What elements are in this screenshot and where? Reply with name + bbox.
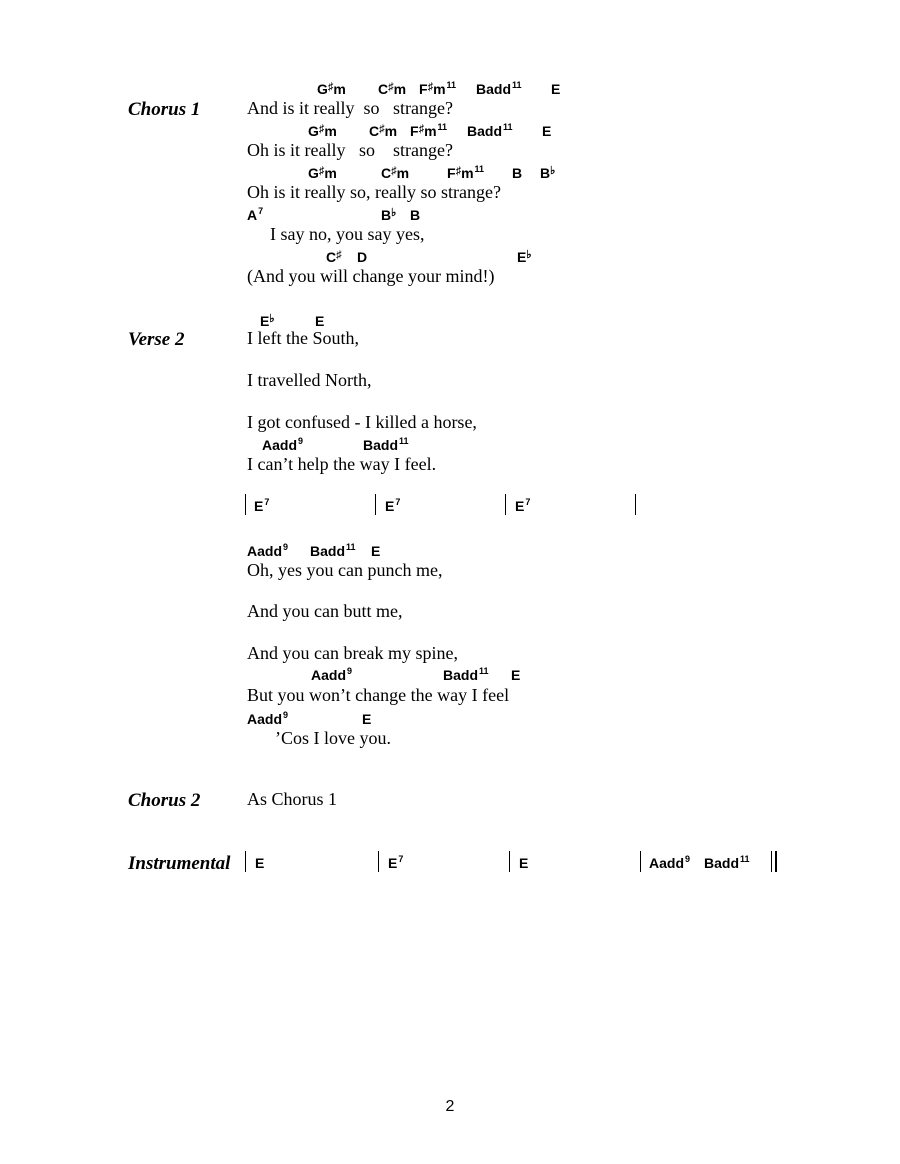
chord: $F^♯m^{11}$	[410, 122, 448, 139]
lyric-line: I can’t help the way I feel.	[247, 454, 437, 474]
chord: G♯m	[317, 81, 346, 97]
chord: E	[551, 81, 561, 97]
lyric-line: ’Cos I love you.	[275, 728, 391, 748]
lyric-line: I got confused - I killed a horse,	[247, 412, 477, 432]
chord: B	[512, 165, 523, 181]
chord: Badd$^{11}$	[443, 666, 489, 683]
bar-chord: $E^7$	[385, 497, 401, 514]
bar-chord: $E^7$	[515, 497, 531, 514]
barline	[505, 494, 506, 515]
final-barline-thin	[771, 851, 772, 872]
chord: Aadd$^9$	[311, 666, 353, 683]
chord: $F^♯m^{11}$	[419, 80, 457, 97]
chord: Badd$^{11}$	[310, 542, 356, 559]
bar-chord: E	[519, 855, 529, 871]
chord: Aadd$^9$	[247, 542, 289, 559]
lyric-line: And is it really so strange?	[247, 98, 453, 118]
section-label-verse2: Verse 2	[128, 329, 185, 350]
bar-chord: E	[255, 855, 265, 871]
chord: Aadd$^9$	[262, 436, 304, 453]
chord: E♭	[260, 313, 275, 329]
chord: D	[357, 249, 368, 265]
barline	[640, 851, 641, 872]
lyric-line: And you can butt me,	[247, 601, 403, 621]
chord: Aadd$^9$	[247, 710, 289, 727]
barline	[375, 494, 376, 515]
lyric-line: I say no, you say yes,	[270, 224, 425, 244]
chord: Badd$^{11}$	[467, 122, 513, 139]
chord: G♯m	[308, 165, 337, 181]
barline	[245, 494, 246, 515]
chord: C♯m	[369, 123, 398, 139]
chord: G♯m	[308, 123, 337, 139]
lyric-line: But you won’t change the way I feel	[247, 685, 510, 705]
chord: C♯m	[378, 81, 407, 97]
lyric-line: Oh, yes you can punch me,	[247, 560, 443, 580]
chord: B	[410, 207, 421, 223]
section-label-chorus1: Chorus 1	[128, 99, 201, 120]
chord: E	[511, 667, 521, 683]
section-label-instrumental: Instrumental	[128, 853, 231, 874]
barline	[635, 494, 636, 515]
chord: $A^7$	[247, 206, 264, 223]
chord: B♭	[540, 165, 556, 181]
chorus2-text: As Chorus 1	[247, 789, 338, 809]
lyric-line: Oh is it really so, really so strange?	[247, 182, 501, 202]
lyric-line: Oh is it really so strange?	[247, 140, 453, 160]
chord: E♭	[517, 249, 532, 265]
chord: E	[362, 711, 372, 727]
chord: B♭	[381, 207, 397, 223]
chord: E	[542, 123, 552, 139]
lyric-line: (And you will change your mind!)	[247, 266, 495, 286]
lyric-line: I left the South,	[247, 328, 359, 348]
bar-chord: Badd$^{11}$	[704, 854, 750, 871]
chord: Badd$^{11}$	[476, 80, 522, 97]
lyric-line: I travelled North,	[247, 370, 372, 390]
chord: E	[371, 543, 381, 559]
bar-chord: $E^7$	[388, 854, 404, 871]
barline	[378, 851, 379, 872]
barline	[245, 851, 246, 872]
lyric-line: And you can break my spine,	[247, 643, 458, 663]
page-number: 2	[445, 1098, 455, 1115]
barline	[509, 851, 510, 872]
section-label-chorus2: Chorus 2	[128, 790, 201, 811]
chord: Badd$^{11}$	[363, 436, 409, 453]
chord: C♯m	[381, 165, 410, 181]
chord: C♯	[326, 249, 342, 265]
bar-chord: Aadd$^9$	[649, 854, 691, 871]
chord: E	[315, 313, 325, 329]
chord: $F^♯m^{11}$	[447, 164, 485, 181]
final-barline-thick	[775, 851, 777, 872]
bar-chord: $E^7$	[254, 497, 270, 514]
